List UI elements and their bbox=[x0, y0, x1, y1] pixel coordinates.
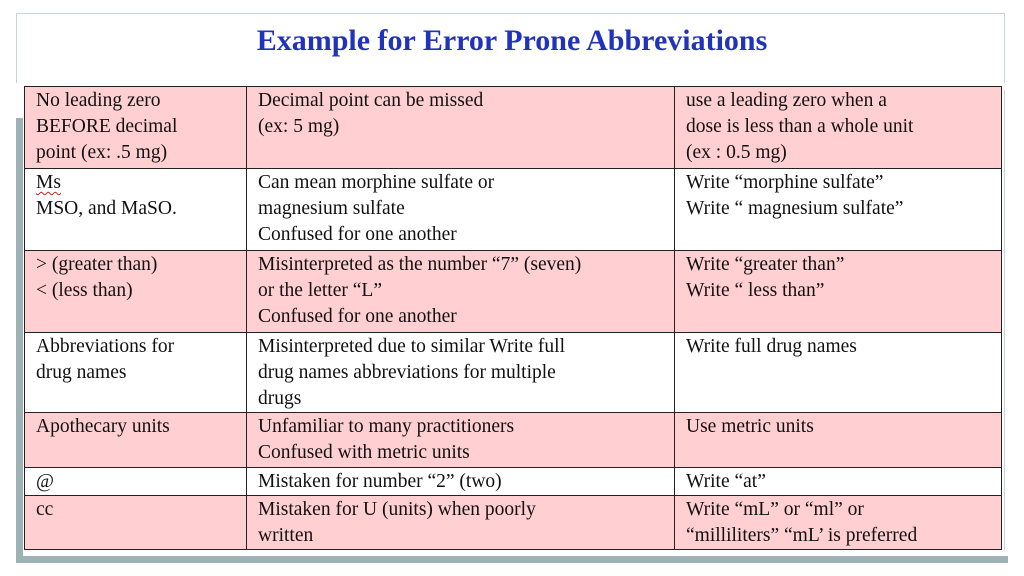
cell-line: drug names abbreviations for multiple bbox=[258, 362, 556, 383]
abbreviation-cell bbox=[25, 468, 247, 496]
cell-line: Write “ less than” bbox=[686, 280, 825, 301]
recommendation-cell bbox=[675, 251, 1002, 333]
cell-line: Can mean morphine sulfate or bbox=[258, 172, 495, 193]
cell-line: Write “at” bbox=[686, 471, 766, 492]
abbreviation-cell bbox=[25, 413, 247, 468]
table-row bbox=[25, 251, 1002, 333]
cell-line: BEFORE decimal bbox=[36, 116, 178, 137]
cell-line: Confused with metric units bbox=[258, 442, 470, 463]
recommendation-cell bbox=[675, 87, 1002, 169]
cell-line: (ex : 0.5 mg) bbox=[686, 142, 787, 163]
table-row bbox=[25, 169, 1002, 251]
cell-line: dose is less than a whole unit bbox=[686, 116, 914, 137]
cell-line: cc bbox=[36, 499, 54, 520]
cell-line: drug names bbox=[36, 362, 127, 383]
cell-line: written bbox=[258, 525, 314, 546]
abbreviation-cell bbox=[25, 496, 247, 550]
table-row bbox=[25, 468, 1002, 496]
problem-cell bbox=[247, 251, 675, 333]
cell-line: Misinterpreted as the number “7” (seven) bbox=[258, 254, 582, 275]
cell-line: use a leading zero when a bbox=[686, 90, 887, 111]
recommendation-cell bbox=[675, 413, 1002, 468]
recommendation-cell bbox=[675, 468, 1002, 496]
cell-line: Apothecary units bbox=[36, 416, 170, 437]
slide-frame-right-line bbox=[1004, 90, 1005, 550]
problem-cell bbox=[247, 169, 675, 251]
cell-line: Unfamiliar to many practitioners bbox=[258, 416, 515, 437]
cell-line: Write “morphine sulfate” bbox=[686, 172, 884, 193]
spellcheck-word: Ms bbox=[36, 172, 61, 193]
table-row bbox=[25, 87, 1002, 169]
cell-line: Mistaken for U (units) when poorly bbox=[258, 499, 536, 520]
problem-cell bbox=[247, 468, 675, 496]
cell-line: Write “mL” or “ml” or bbox=[686, 499, 864, 520]
slide-frame-bottom-bar bbox=[16, 556, 1008, 563]
cell-line: < (less than) bbox=[36, 280, 133, 301]
table-row bbox=[25, 333, 1002, 413]
problem-cell bbox=[247, 496, 675, 550]
abbreviation-cell bbox=[25, 169, 247, 251]
cell-line: Use metric units bbox=[686, 416, 814, 437]
cell-line bbox=[36, 170, 236, 196]
cell-line: Write full drug names bbox=[686, 336, 857, 357]
cell-line: Abbreviations for bbox=[36, 336, 175, 357]
cell-line: Write “ magnesium sulfate” bbox=[686, 198, 904, 219]
cell-line: MSO, and MaSO. bbox=[36, 198, 177, 219]
cell-line: No leading zero bbox=[36, 90, 161, 111]
cell-line: point (ex: .5 mg) bbox=[36, 142, 168, 163]
abbreviation-cell bbox=[25, 251, 247, 333]
cell-line: magnesium sulfate bbox=[258, 198, 405, 219]
cell-line: Misinterpreted due to similar Write full bbox=[258, 336, 565, 357]
cell-line: @ bbox=[36, 471, 54, 492]
cell-line: > (greater than) bbox=[36, 254, 158, 275]
cell-line: Write “greater than” bbox=[686, 254, 845, 275]
recommendation-cell bbox=[675, 169, 1002, 251]
problem-cell bbox=[247, 413, 675, 468]
recommendation-cell bbox=[675, 333, 1002, 413]
cell-line: or the letter “L” bbox=[258, 280, 382, 301]
slide-title: Example for Error Prone Abbreviations bbox=[256, 24, 768, 57]
cell-line: Decimal point can be missed bbox=[258, 90, 484, 111]
abbreviations-table bbox=[24, 86, 1002, 550]
cell-line: “milliliters” “mL’ is preferred bbox=[686, 525, 918, 546]
cell-line: (ex: 5 mg) bbox=[258, 116, 340, 137]
abbreviation-cell bbox=[25, 333, 247, 413]
cell-line: Confused for one another bbox=[258, 306, 457, 327]
table-row bbox=[25, 413, 1002, 468]
table-row bbox=[25, 496, 1002, 550]
cell-line: drugs bbox=[258, 388, 302, 409]
problem-cell bbox=[247, 87, 675, 169]
problem-cell bbox=[247, 333, 675, 413]
slide-frame-left-bar bbox=[16, 118, 23, 558]
cell-line: Mistaken for number “2” (two) bbox=[258, 471, 502, 492]
cell-line: Confused for one another bbox=[258, 224, 457, 245]
abbreviation-cell bbox=[25, 87, 247, 169]
recommendation-cell bbox=[675, 496, 1002, 550]
